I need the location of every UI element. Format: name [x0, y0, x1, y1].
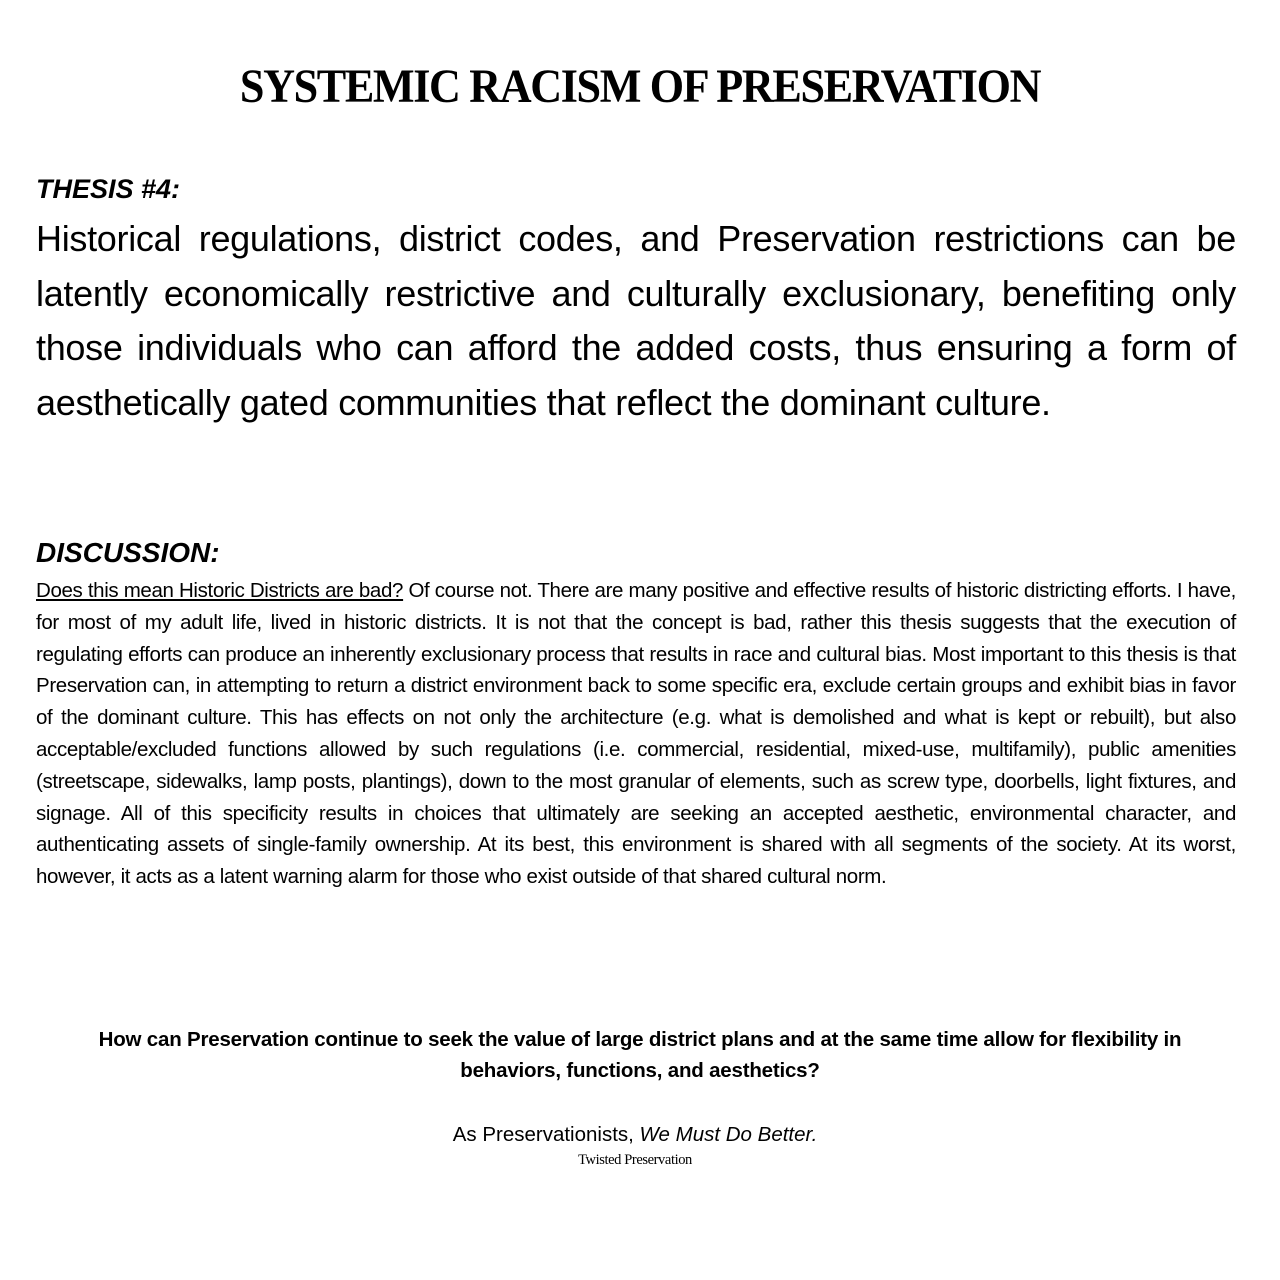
thesis-statement: Historical regulations, district codes, and Preservation restrictions can be latently economically restrictive and culturally exclusionary, benefiting only those individuals who can afford the added costs, thus ensuring a form of aesthetically gated communities that reflect the dominant culture. [36, 218, 1236, 423]
closing-question: How can Preservation continue to seek the value of large district plans and at the same time allow for flexibility in behaviors, functions, and aesthetics? [98, 1028, 1182, 1082]
discussion-label: DISCUSSION: [36, 537, 220, 568]
closing-emphasis: We Must Do Better. [639, 1123, 818, 1146]
signature: Twisted Preservation [578, 1152, 692, 1168]
discussion-paragraph: Of course not. There are many positive and effective results of historic districting efforts. I have, for most of my adult life, lived in historic districts. It is not that the concept is bad, rather this thesis suggests that the execution of regulating efforts can produce an inherently exclusionary process that results in race and cultural bias. Most important to this thesis is that Preservation can, in attempting to return a district environment back to some specific era, exclude certain groups and exhibit bias in favor of the dominant culture. This has effects on not only the architecture (e.g. what is demolished and what is kept or rebuilt), but also acceptable/excluded functions allowed by such regulations (i.e. commercial, residential, mixed-use, multifamily), public amenities (streetscape, sidewalks, lamp posts, plantings), down to the most granular of elements, such as screw type, doorbells, light fixtures, and signage. All of this specificity results in choices that ultimately are seeking an accepted aesthetic, environmental character, and authenticating assets of single-family ownership. At its best, this environment is shared with all segments of the society. At its worst, however, it acts as a latent warning alarm for those who exist outside of that shared cultural norm. [36, 579, 1236, 889]
closing-line [0, 1120, 1270, 1150]
closing-prefix: As Preservationists, [452, 1123, 640, 1146]
discussion-body [36, 575, 1236, 893]
thesis-label: THESIS #4: [36, 174, 181, 204]
page-title: SYSTEMIC RACISM OF PRESERVATION [239, 60, 1041, 113]
discussion-lead-question: Does this mean Historic Districts are bad? [36, 579, 404, 602]
